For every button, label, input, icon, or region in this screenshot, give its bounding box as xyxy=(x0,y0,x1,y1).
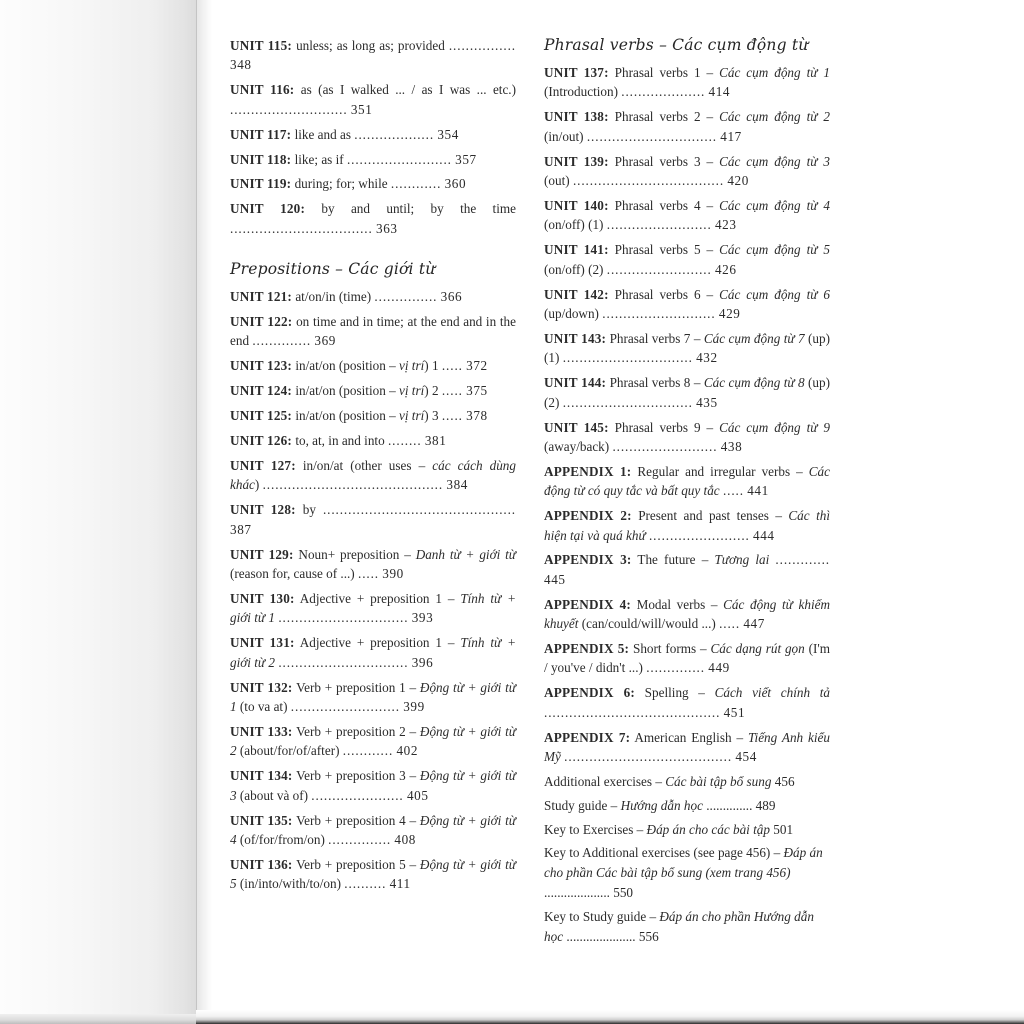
toc-entry-title-vi: Đáp án cho phần Hướng dẫn học xyxy=(544,908,814,944)
toc-entry-title-suffix: (to va at) xyxy=(236,698,291,714)
toc-entry-label: UNIT 121: xyxy=(230,289,293,305)
toc-entry-title-vi: Cách viết chính tả xyxy=(714,685,830,701)
toc-entry-label: APPENDIX 3: xyxy=(544,552,632,568)
toc-entry-title: Verb + preposition 2 – xyxy=(292,723,420,739)
toc-leader-dots: ......................... xyxy=(606,261,712,277)
toc-entry-page: 372 xyxy=(466,358,488,374)
toc-entry[interactable] xyxy=(230,545,516,584)
toc-entry-title: Key to Exercises – xyxy=(544,821,647,837)
toc-leader-dots: ............................... xyxy=(586,128,717,144)
toc-entry[interactable] xyxy=(230,199,516,238)
toc-leader-dots: ............................... xyxy=(562,394,693,410)
toc-entry-title-vi: Các cụm động từ 2 xyxy=(719,109,830,125)
toc-entry[interactable] xyxy=(544,462,830,501)
toc-entry-title: The future – xyxy=(631,552,715,568)
toc-entry-label: UNIT 142: xyxy=(544,286,609,302)
toc-entry[interactable] xyxy=(230,356,516,375)
toc-entry-page: 454 xyxy=(735,749,757,765)
toc-entry-title-vi: Động từ + giới từ 1 xyxy=(230,679,516,714)
toc-entry-title: Verb + preposition 4 – xyxy=(292,812,420,828)
toc-entry-title: Additional exercises – xyxy=(544,774,666,789)
toc-entry-title: Spelling – xyxy=(635,685,715,701)
toc-leader-dots: ..... xyxy=(441,408,463,424)
toc-entry-title-vi: Các động từ có quy tắc và bất quy tắc xyxy=(544,463,831,499)
toc-entry-title-vi: vị trí xyxy=(398,408,425,424)
toc-entry-label: UNIT 134: xyxy=(230,768,293,784)
toc-entry-page: 375 xyxy=(466,383,488,399)
toc-entry-title: Phrasal verbs 3 – xyxy=(608,153,720,169)
toc-entry-page: 501 xyxy=(773,821,794,837)
toc-entry-page: 423 xyxy=(714,217,737,233)
toc-entry-title: Present and past tenses – xyxy=(631,508,789,524)
toc-tail-entry[interactable] xyxy=(544,772,830,792)
toc-entry[interactable] xyxy=(544,595,830,634)
toc-entry-label: UNIT 138: xyxy=(544,109,609,125)
toc-entry-title-vi: Các động từ khiếm khuyết xyxy=(544,596,831,632)
toc-entry-title-vi: Động từ + giới từ 5 xyxy=(230,856,516,892)
toc-entry-label: UNIT 115: xyxy=(230,38,293,53)
toc-entry-page: 429 xyxy=(718,305,741,321)
toc-entry-label: UNIT 137: xyxy=(544,65,609,80)
toc-entry[interactable] xyxy=(230,150,516,169)
toc-entry[interactable] xyxy=(230,125,516,144)
toc-entry-title: Phrasal verbs 4 – xyxy=(608,197,720,213)
toc-entry-title-vi: Động từ + giới từ 4 xyxy=(230,812,516,847)
toc-entry-label: UNIT 128: xyxy=(230,502,296,518)
toc-entry[interactable] xyxy=(544,107,830,146)
toc-column-right xyxy=(544,36,830,950)
toc-entry-page: 411 xyxy=(389,876,411,892)
toc-entry-label: UNIT 117: xyxy=(230,126,292,142)
toc-entry-title: at/on/in (time) xyxy=(292,289,375,305)
toc-entry-title-vi: vị trí xyxy=(398,358,425,374)
toc-entry-title: Phrasal verbs 5 – xyxy=(608,242,720,258)
toc-entry-label: UNIT 131: xyxy=(230,635,295,651)
toc-entry-title-suffix: (up) (1) xyxy=(544,330,830,366)
toc-leader-dots: ............................... xyxy=(278,610,409,626)
toc-entry[interactable] xyxy=(230,174,516,193)
toc-entry-page: 369 xyxy=(314,333,336,349)
toc-entry-page: 456 xyxy=(774,774,795,789)
toc-entry-page: 445 xyxy=(544,571,566,587)
toc-entry-title: Study guide – xyxy=(544,797,621,813)
toc-tail-entry[interactable] xyxy=(544,907,830,947)
toc-entry-page: 550 xyxy=(613,884,634,900)
toc-entry-title-vi: Danh từ + giới từ xyxy=(415,546,516,562)
toc-entry-title-vi: Các cụm động từ 4 xyxy=(719,197,830,213)
toc-entry-title-vi: Các thì hiện tại và quá khứ xyxy=(544,508,830,543)
toc-entry-page: 556 xyxy=(638,928,659,944)
toc-entry-label: UNIT 122: xyxy=(230,314,293,330)
toc-entry-title-suffix: (can/could/will/would ...) xyxy=(578,616,720,632)
toc-leader-dots: ............................... xyxy=(562,350,693,366)
toc-entry-label: UNIT 119: xyxy=(230,176,292,192)
toc-entry-title-vi: Các cụm động từ 3 xyxy=(719,153,830,169)
toc-entry-title-suffix: (about/for/of/after) xyxy=(236,743,343,759)
toc-entry-title: to, at, in and into xyxy=(292,433,388,449)
toc-entry-title: Phrasal verbs 1 – xyxy=(608,65,720,80)
toc-leader-dots: ............................ xyxy=(230,101,348,117)
toc-entry-page: 348 xyxy=(230,57,252,73)
toc-entry-title-suffix: (about và of) xyxy=(236,787,312,803)
toc-entry[interactable] xyxy=(230,500,516,539)
toc-tail-entry[interactable] xyxy=(544,843,830,902)
page-bottom-edge-left xyxy=(0,1014,196,1024)
toc-leader-dots: ........................... xyxy=(602,305,716,321)
toc-entry-title: Short forms – xyxy=(629,641,711,657)
toc-entry-label: UNIT 144: xyxy=(544,375,607,391)
toc-entry[interactable] xyxy=(230,287,516,306)
toc-entry-title: like; as if xyxy=(291,151,347,167)
toc-entry-label: UNIT 135: xyxy=(230,812,293,828)
toc-leader-dots: ..... xyxy=(719,616,741,632)
toc-entry-title-suffix: (I'm / you've / didn't ...) xyxy=(544,641,830,676)
toc-entry-title-vi: Động từ + giới từ 2 xyxy=(230,723,516,759)
toc-entry-title: in/at/on (position – xyxy=(292,358,399,374)
toc-entry[interactable] xyxy=(544,285,830,324)
toc-entry-title-vi: Các cụm động từ 6 xyxy=(719,286,830,302)
toc-leader-dots: ......................... xyxy=(612,438,718,454)
toc-entry[interactable] xyxy=(544,418,830,457)
toc-entry-title-suffix: (reason for, cause of ...) xyxy=(230,566,358,582)
toc-entry-page: 444 xyxy=(753,527,775,543)
toc-entry[interactable] xyxy=(230,633,516,672)
page-bottom-edge xyxy=(196,1010,1024,1024)
toc-entry-title: Modal verbs – xyxy=(630,596,724,612)
toc-entry-title: Phrasal verbs 6 – xyxy=(608,286,720,302)
toc-entry-title: Phrasal verbs 7 – xyxy=(606,330,704,346)
toc-entry-title-suffix: (on/off) (1) xyxy=(544,217,607,233)
toc-entry-title: like and as xyxy=(291,126,355,142)
toc-entry-label: UNIT 140: xyxy=(544,197,609,213)
toc-entry-title-suffix: ) 1 xyxy=(424,358,442,374)
toc-entry-page: 378 xyxy=(466,408,488,424)
toc-leader-dots: ............ xyxy=(390,176,442,192)
toc-entry-title: Verb + preposition 3 – xyxy=(292,768,420,784)
toc-entry-title: Phrasal verbs 2 – xyxy=(608,109,720,125)
toc-columns xyxy=(230,36,830,950)
toc-entry-page: 399 xyxy=(403,698,425,714)
toc-entry-title: Verb + preposition 5 – xyxy=(292,856,420,872)
toc-leader-dots: ..... xyxy=(441,383,463,399)
toc-leader-dots: ................ xyxy=(448,38,517,53)
toc-entry-title-vi: Các dạng rút gọn xyxy=(710,641,805,657)
toc-entry-page: 414 xyxy=(708,84,731,100)
toc-leader-dots: .......................................... xyxy=(544,704,721,720)
toc-entry-page: 366 xyxy=(440,289,463,305)
toc-leader-dots: ........ xyxy=(387,433,422,449)
toc-entry-title-vi: Tính từ + giới từ 1 xyxy=(230,590,516,626)
toc-entry-title-suffix: ) 2 xyxy=(424,383,442,399)
toc-entry-label: APPENDIX 1: xyxy=(544,463,632,479)
toc-entry-label: APPENDIX 6: xyxy=(544,685,635,701)
toc-leader-dots: ................... xyxy=(354,126,435,142)
toc-entry-title-vi: Các cụm động từ 7 xyxy=(703,330,805,346)
toc-entry-label: APPENDIX 5: xyxy=(544,641,630,657)
toc-entry[interactable] xyxy=(544,373,830,412)
toc-entry-title-suffix: (out) xyxy=(544,173,573,189)
toc-entry-page: 432 xyxy=(696,350,718,366)
toc-entry[interactable] xyxy=(230,406,516,425)
toc-entry-title-suffix: (away/back) xyxy=(544,438,613,454)
toc-leader-dots: ...................... xyxy=(311,787,404,803)
toc-leader-dots: .............................................. xyxy=(322,502,517,518)
toc-entry-title-vi: vị trí xyxy=(398,383,425,399)
toc-leader-dots: ......................... xyxy=(606,217,712,233)
toc-entry-title-suffix: (on/off) (2) xyxy=(544,261,607,277)
toc-entry-title-suffix: (of/for/from/on) xyxy=(236,831,329,847)
toc-leader-dots: .......................... xyxy=(290,698,400,714)
toc-entry-title: on time and in time; at the end and in the end xyxy=(230,314,516,349)
toc-entry-page: 393 xyxy=(411,610,434,626)
toc-leader-dots: ............................... xyxy=(278,654,409,670)
toc-entry-title-vi: Tiếng Anh kiểu Mỹ xyxy=(544,729,830,765)
toc-section-heading: Prepositions – Các giới từ xyxy=(230,260,436,279)
toc-leader-dots: .................................... xyxy=(572,173,725,189)
toc-leader-dots: ............... xyxy=(374,289,438,305)
toc-entry-page: 384 xyxy=(446,477,468,493)
toc-entry-title: by xyxy=(295,502,323,518)
toc-entry[interactable] xyxy=(544,728,830,767)
toc-leader-dots: .......... xyxy=(344,876,387,892)
toc-entry-label: APPENDIX 7: xyxy=(544,729,631,745)
toc-entry-label: UNIT 125: xyxy=(230,408,293,424)
toc-entry-label: APPENDIX 2: xyxy=(544,508,632,524)
toc-entry[interactable] xyxy=(230,431,516,450)
toc-entry-page: 360 xyxy=(444,176,467,192)
toc-entry-label: UNIT 145: xyxy=(544,419,609,435)
toc-entry-label: UNIT 141: xyxy=(544,242,609,258)
toc-entry[interactable] xyxy=(230,456,516,495)
toc-entry[interactable] xyxy=(544,240,830,279)
toc-entry[interactable] xyxy=(230,589,516,628)
toc-entry-page: 489 xyxy=(755,797,776,813)
toc-leader-dots: ........................................ xyxy=(564,749,733,765)
toc-tail-entry[interactable] xyxy=(544,796,830,816)
toc-section-heading: Phrasal verbs – Các cụm động từ xyxy=(544,36,809,54)
toc-entry-title: American English – xyxy=(630,729,748,745)
toc-entry[interactable] xyxy=(544,550,830,589)
toc-entry-title-vi: Tính từ + giới từ 2 xyxy=(230,635,516,670)
toc-entry-page: 426 xyxy=(714,261,737,277)
toc-entry-title: Key to Study guide – xyxy=(544,908,660,924)
toc-entry-title-vi: Đáp án cho phần Các bài tập bổ sung (xem trang 456) xyxy=(544,845,823,881)
toc-leader-dots: ..... xyxy=(358,566,379,582)
toc-entry[interactable] xyxy=(544,196,830,235)
toc-entry-title: Key to Additional exercises (see page 456) – xyxy=(544,845,784,861)
toc-entry-page: 354 xyxy=(437,126,459,142)
toc-entry-page: 449 xyxy=(708,660,730,676)
toc-entry-title: Regular and irregular verbs – xyxy=(631,463,809,479)
toc-entry-label: APPENDIX 4: xyxy=(544,596,631,612)
toc-entry[interactable] xyxy=(230,381,516,400)
toc-entry-title: Noun+ preposition – xyxy=(293,546,416,562)
toc-leader-dots: ............ xyxy=(342,743,394,759)
toc-entry-page: 405 xyxy=(406,787,429,803)
toc-entry-label: UNIT 127: xyxy=(230,458,296,473)
toc-entry-title: Adjective + preposition 1 – xyxy=(294,635,461,651)
toc-entry-title-vi: Các cụm động từ 9 xyxy=(719,419,830,435)
toc-entry[interactable] xyxy=(230,766,516,805)
toc-entry-page: 357 xyxy=(455,151,477,167)
toc-entry-label: UNIT 129: xyxy=(230,546,294,562)
toc-entry[interactable] xyxy=(544,329,830,368)
toc-leader-dots: .............. xyxy=(646,660,705,676)
toc-leader-dots: .................... xyxy=(621,84,706,100)
toc-entry-label: UNIT 124: xyxy=(230,383,293,399)
toc-entry-title-suffix: (Introduction) xyxy=(544,84,622,100)
toc-entry-page: 441 xyxy=(747,483,769,499)
toc-entry-title-suffix: ) 3 xyxy=(424,408,442,424)
toc-entry-title-vi: Động từ + giới từ 3 xyxy=(230,768,516,803)
toc-entry-page: 351 xyxy=(350,101,373,117)
toc-entry-label: UNIT 136: xyxy=(230,856,293,872)
toc-entry-title-suffix: (up) (2) xyxy=(544,375,830,410)
toc-entry[interactable] xyxy=(544,683,830,722)
toc-entry-label: UNIT 133: xyxy=(230,723,293,739)
toc-column-left xyxy=(230,36,516,950)
toc-entry-title: in/on/at (other uses – xyxy=(295,458,433,473)
toc-leader-dots: .............. xyxy=(706,797,753,813)
toc-leader-dots: ..... xyxy=(441,358,463,374)
toc-entry-title: Verb + preposition 1 – xyxy=(292,679,420,695)
toc-entry[interactable] xyxy=(544,506,830,545)
toc-entry-label: UNIT 126: xyxy=(230,433,293,449)
toc-leader-dots: ............. xyxy=(775,552,830,568)
toc-tail-entry[interactable] xyxy=(544,820,830,840)
toc-entry-title: unless; as long as; provided xyxy=(292,38,449,53)
toc-leader-dots: .................... xyxy=(544,884,610,900)
toc-entry-page: 396 xyxy=(411,654,434,670)
toc-entry-label: UNIT 130: xyxy=(230,590,295,606)
toc-leader-dots: .................................. xyxy=(230,220,373,236)
toc-entry-label: UNIT 123: xyxy=(230,358,293,374)
toc-entry-page: 417 xyxy=(720,128,742,144)
toc-entry-title: Phrasal verbs 9 – xyxy=(608,419,720,435)
toc-entry-page: 363 xyxy=(376,220,398,236)
toc-entry-title-suffix: (in/out) xyxy=(544,128,587,144)
toc-entry[interactable] xyxy=(230,855,516,894)
toc-entry-page: 438 xyxy=(720,438,743,454)
toc-entry-title-vi: các cách dùng khác xyxy=(230,458,516,493)
toc-entry[interactable] xyxy=(544,63,830,102)
toc-entry[interactable] xyxy=(230,80,516,119)
toc-entry[interactable] xyxy=(230,678,516,717)
toc-entry-title: as (as I walked ... / as I was ... etc.) xyxy=(294,82,516,98)
page-gutter-shading xyxy=(0,0,197,1024)
toc-entry-title: by and until; by the time xyxy=(305,201,516,217)
toc-leader-dots: .............. xyxy=(252,333,312,349)
toc-entry-title: Adjective + preposition 1 – xyxy=(294,590,461,606)
toc-entry[interactable] xyxy=(230,36,516,75)
toc-entry-title-suffix: (up/down) xyxy=(544,305,603,321)
toc-entry-page: 451 xyxy=(723,704,746,720)
toc-entry-label: UNIT 120: xyxy=(230,201,306,217)
toc-entry[interactable] xyxy=(230,312,516,351)
toc-entry-page: 381 xyxy=(424,433,447,449)
toc-entry-title-vi: Các bài tập bổ sung xyxy=(665,774,772,789)
toc-entry-page: 447 xyxy=(743,616,765,632)
toc-entry-label: UNIT 116: xyxy=(230,82,295,98)
toc-entry-label: UNIT 132: xyxy=(230,679,293,695)
toc-entry-label: UNIT 118: xyxy=(230,151,292,167)
toc-entry-page: 420 xyxy=(727,173,749,189)
toc-entry-page: 435 xyxy=(696,394,718,410)
toc-entry-title-vi: Tương lai xyxy=(714,552,770,568)
toc-entry-label: UNIT 143: xyxy=(544,330,607,346)
page-gutter-shadow xyxy=(196,0,212,1024)
toc-entry-title-suffix: ) xyxy=(254,477,263,493)
toc-entry-title-vi: Các cụm động từ 8 xyxy=(703,375,805,391)
toc-entry-title-vi: Đáp án cho các bài tập xyxy=(646,821,770,837)
toc-entry-title-vi: Hướng dẫn học xyxy=(620,797,703,813)
toc-entry-title-suffix: (in/into/with/to/on) xyxy=(236,876,345,892)
toc-leader-dots: ......................... xyxy=(346,151,452,167)
toc-entry-page: 387 xyxy=(230,521,252,537)
toc-entry[interactable] xyxy=(230,722,516,761)
toc-leader-dots: ..... xyxy=(722,483,744,499)
toc-entry-title: in/at/on (position – xyxy=(292,408,399,424)
toc-leader-dots: ..................... xyxy=(566,928,636,944)
toc-entry-page: 402 xyxy=(396,743,419,759)
toc-entry-title: during; for; while xyxy=(291,176,391,192)
toc-entry[interactable] xyxy=(544,152,830,191)
toc-entry-page: 390 xyxy=(382,566,404,582)
toc-leader-dots: ............... xyxy=(328,831,392,847)
toc-entry-title-vi: Các cụm động từ 5 xyxy=(719,242,830,258)
toc-entry-title: Phrasal verbs 8 – xyxy=(606,375,704,391)
toc-entry-title: in/at/on (position – xyxy=(292,383,399,399)
toc-entry[interactable] xyxy=(230,811,516,850)
toc-leader-dots: ........................................... xyxy=(262,477,444,493)
toc-entry-title-vi: Các cụm động từ 1 xyxy=(719,65,830,80)
toc-leader-dots: ........................ xyxy=(648,527,750,543)
toc-entry-page: 408 xyxy=(394,831,416,847)
toc-entry[interactable] xyxy=(544,639,830,678)
toc-entry-label: UNIT 139: xyxy=(544,153,609,169)
